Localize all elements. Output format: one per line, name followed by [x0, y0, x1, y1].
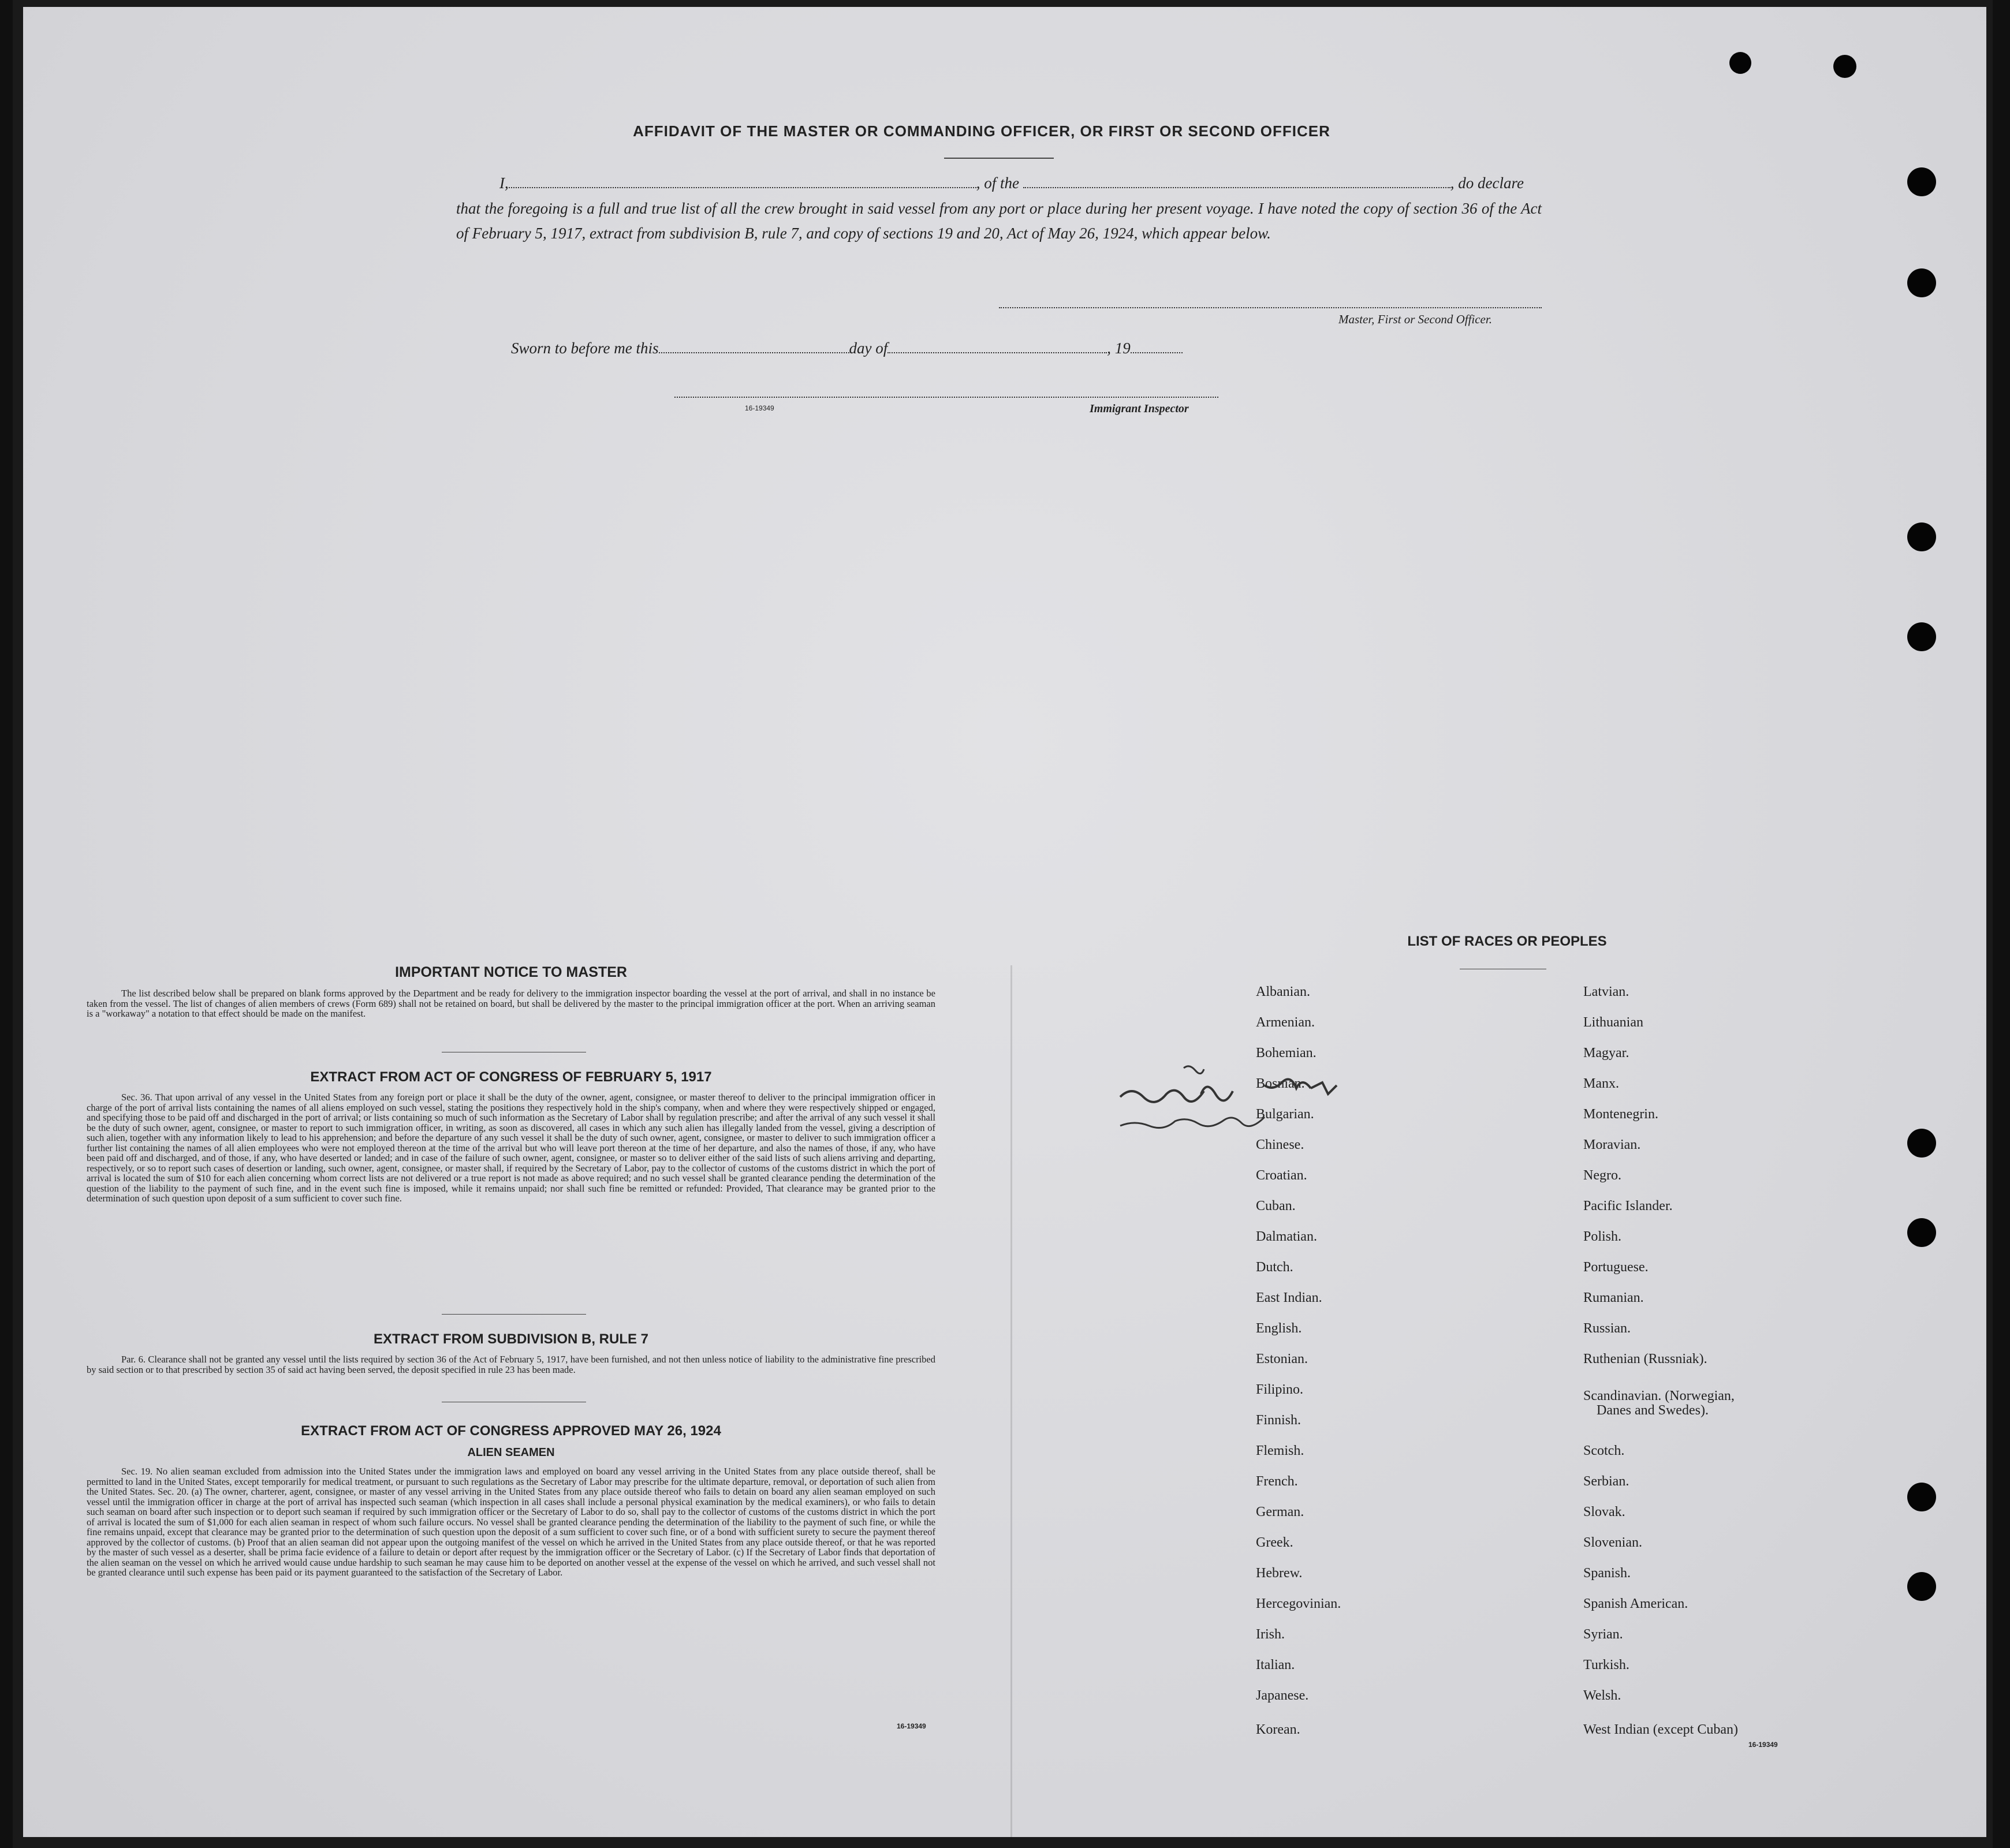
race-item: Syrian.	[1583, 1627, 1623, 1642]
extract1-body: Sec. 36. That upon arrival of any vessel in the United States from any foreign port or place it shall be the duty of the owner, agent, consignee, or master thereof to deliver to the principal immigration officer in charge of the port of arrival lists containing the names of all aliens employed on such vessel, stating the positions they respectively hold in the ship's company, when and where they were respectively shipped or engaged, and specifying those to be paid off and discharged in the port of arrival; or lists containing so much of such information as the Secretary of Labor shall by regulation prescribe; and after the arrival of any such vessel it shall be the duty of such owner, agent, consignee, or master to report to such immigration officer, in writing, as soon as discovered, all cases in which any such alien has illegally landed from the vessel, giving a description of such alien, together with any information likely to lead to his apprehension; and before the departure of any such vessel it shall be the duty of such owner, agent, consignee, or master to deliver to such immigration officer a further list containing the names of all alien employees who were not employed thereon at the time of the arrival but who will leave port thereon at the time of her departure, and also the names of those, if any, who have been paid off and discharged, and of those, if any, who have deserted or landed; and in case of the failure of such owner, agent, consignee, or master so to deliver either of the said lists of such aliens arriving and departing, respectively, or so to report such cases of desertion or landing, such owner, agent, consignee, or master shall, if required by the Secretary of Labor, pay to the collector of customs of the customs district in which the port of arrival is located the sum of $10 for each alien concerning whom correct lists are not delivered or a true report is not made as above required; and no such vessel shall be granted clearance pending the determination of the question of the liability to the payment of such fine, and in the event such fine is imposed, while it remains unpaid; nor shall such fine be remitted or refunded: Provided, That clearance may be granted prior to the determination of such question upon deposit of a sum sufficient to cover such fine.	[87, 1092, 935, 1204]
race-item: Spanish.	[1583, 1566, 1631, 1581]
race-item: Greek.	[1256, 1535, 1293, 1550]
title-rule	[944, 158, 1054, 159]
punch-hole	[1907, 1129, 1936, 1158]
scan-border-left	[0, 0, 13, 1848]
affidavit-paragraph: that the foregoing is a full and true list of all the crew brought in said vessel from any port or place during her present voyage. I have noted the copy of section 36 of the Act of February 5, 1917, extract from subdivision B, rule 7, and copy of sections 19 and 20, Act of May 26, 1924, which appear below.	[456, 200, 1542, 242]
race-item: Croatian.	[1256, 1168, 1307, 1183]
affidavit-declaration-line	[499, 174, 1524, 192]
punch-hole	[1907, 268, 1936, 297]
race-item: Albanian.	[1256, 984, 1310, 999]
affidavit-of-the-label: , of the	[976, 174, 1019, 192]
race-item: East Indian.	[1256, 1290, 1322, 1305]
punch-hole	[1907, 1572, 1936, 1601]
punch-hole	[1907, 1483, 1936, 1511]
inspector-signature-line[interactable]	[674, 397, 1218, 398]
race-item: Italian.	[1256, 1657, 1295, 1672]
race-item: Hercegovinian.	[1256, 1596, 1341, 1611]
races-title: LIST OF RACES OR PEOPLES	[1407, 934, 1607, 949]
race-item: Serbian.	[1583, 1474, 1629, 1489]
extract3-title: EXTRACT FROM ACT OF CONGRESS APPROVED MAY 26, 1924	[301, 1423, 721, 1439]
scan-border-right	[1993, 0, 2010, 1848]
punch-hole	[1907, 167, 1936, 196]
extract3-body: Sec. 19. No alien seaman excluded from admission into the United States under the immigration laws and employed on board any vessel arriving in the United States from any place outside thereof, shall be permitted to land in the United States, except temporarily for medical treatment, or pursuant to such regulations as the Secretary of Labor may prescribe for the ultimate departure, removal, or deportation of such alien from the United States. Sec. 20. (a) The owner, charterer, agent, consignee, or master of any vessel arriving in the United States from any place outside thereof who fails to detain on board any alien seaman employed on such vessel until the immigration officer in charge at the port of arrival has inspected such seaman (which inspection in all cases shall include a personal physical examination by the medical examiners), or who fails to detain such seaman on board after such inspection or to deport such seaman if required by such immigration officer or the Secretary of Labor to do so, shall pay to the collector of customs of the customs district in which the port of arrival is located the sum of $1,000 for each alien seaman in respect of whom such failure occurs. No vessel shall be granted clearance pending the determination of the liability to the payment of such fine, or while the fine remains unpaid, except that clearance may be granted prior to the determination of such question upon the deposit of a sum sufficient to cover such fine, or of a bond with sufficient surety to secure the payment thereof approved by the collector of customs. (b) Proof that an alien seaman did not appear upon the outgoing manifest of the vessel on which he arrived in the United States from any place outside thereof, or that he was reported by the master of such vessel as a deserter, shall be prima facie evidence of a failure to detain or deport after request by the immigration officer or the Secretary of Labor. (c) If the Secretary of Labor finds that deportation of the alien seaman on the vessel on which he arrived would cause undue hardship to such seaman he may cause him to be deported on another vessel at the expense of the vessel on which he arrived, and such vessel shall not be granted clearance until such expense has been paid or its payment guaranteed to the satisfaction of the Secretary of Labor.	[87, 1466, 935, 1578]
affidavit-title: AFFIDAVIT OF THE MASTER OR COMMANDING OFFICER, OR FIRST OR SECOND OFFICER	[633, 122, 1330, 140]
master-signature-label: Master, First or Second Officer.	[1338, 312, 1492, 326]
sworn-year-field[interactable]	[1131, 352, 1183, 353]
race-item: Welsh.	[1583, 1688, 1621, 1703]
race-item: Armenian.	[1256, 1015, 1315, 1030]
race-item: Bohemian.	[1256, 1046, 1317, 1061]
sworn-month-field[interactable]	[887, 352, 1107, 353]
race-item: Estonian.	[1256, 1352, 1308, 1367]
punch-hole	[1907, 622, 1936, 651]
race-item: Korean.	[1256, 1722, 1300, 1737]
extract3-subtitle: ALIEN SEAMEN	[467, 1446, 555, 1459]
race-item: Finnish.	[1256, 1413, 1302, 1428]
extract2-title: EXTRACT FROM SUBDIVISION B, RULE 7	[373, 1331, 649, 1347]
punch-hole	[1907, 522, 1936, 551]
race-item: West Indian (except Cuban)	[1583, 1722, 1738, 1737]
fold-line	[1010, 965, 1012, 1837]
extract1-rule	[442, 1314, 586, 1315]
notice-body: The list described below shall be prepared on blank forms approved by the Department and be ready for delivery to the immigration inspector boarding the vessel at the port of arrival, and shall in no instance be taken from the vessel. The list of changes of alien members of crews (Form 689) shall not be retained on board, but shall be delivered by the master to the principal immigration officer at the port. When an arriving seaman is a "workaway" a notation to that effect should be made on the manifest.	[87, 988, 935, 1019]
sworn-day-field[interactable]	[659, 352, 849, 353]
notice-form-number: 16-19349	[897, 1722, 926, 1730]
race-item: Flemish.	[1256, 1443, 1304, 1458]
race-item: Dalmatian.	[1256, 1229, 1317, 1244]
race-item: Moravian.	[1583, 1137, 1641, 1152]
race-item: Irish.	[1256, 1627, 1285, 1642]
handwriting-scribble	[1114, 1062, 1403, 1143]
race-item: Scandinavian. (Norwegian,	[1583, 1388, 1735, 1403]
race-item: Latvian.	[1583, 984, 1629, 999]
extract1-title: EXTRACT FROM ACT OF CONGRESS OF FEBRUARY 5, 1917	[310, 1069, 712, 1085]
race-item: Pacific Islander.	[1583, 1199, 1673, 1214]
extract2-body: Par. 6. Clearance shall not be granted any vessel until the lists required by section 36 of the Act of February 5, 1917, have been furnished, and not then unless notice of liability to the administrative fine prescribed by said section or to that prescribed by section 35 of said act having been served, the deposit specified in rule 23 has been made.	[87, 1354, 935, 1375]
race-item: Bulgarian.	[1256, 1107, 1314, 1122]
race-item: Polish.	[1583, 1229, 1622, 1244]
race-item: Russian.	[1583, 1321, 1631, 1336]
race-item: Turkish.	[1583, 1657, 1629, 1672]
punch-hole	[1833, 55, 1856, 78]
race-item: Chinese.	[1256, 1137, 1304, 1152]
name-field[interactable]	[509, 187, 976, 188]
sworn-line	[511, 339, 1183, 357]
affidavit-declare-label: , do declare	[1450, 174, 1524, 192]
race-item: Ruthenian (Russniak).	[1583, 1352, 1707, 1367]
race-item: Scotch.	[1583, 1443, 1625, 1458]
race-item: Magyar.	[1583, 1046, 1629, 1061]
race-item: Japanese.	[1256, 1688, 1309, 1703]
race-item: English.	[1256, 1321, 1302, 1336]
race-item: Manx.	[1583, 1076, 1619, 1091]
race-item: Rumanian.	[1583, 1290, 1644, 1305]
races-form-number: 16-19349	[1748, 1741, 1778, 1749]
race-item: Portuguese.	[1583, 1260, 1649, 1275]
race-item: Cuban.	[1256, 1199, 1296, 1214]
race-item: Spanish American.	[1583, 1596, 1688, 1611]
race-item: Slovak.	[1583, 1504, 1625, 1520]
affidavit-i-label: I,	[499, 174, 509, 192]
race-item: Montenegrin.	[1583, 1107, 1658, 1122]
race-item: French.	[1256, 1474, 1298, 1489]
sworn-day-of: day of	[849, 339, 888, 357]
sworn-prefix: Sworn to before me this	[511, 339, 659, 357]
race-item: Hebrew.	[1256, 1566, 1303, 1581]
vessel-field[interactable]	[1023, 187, 1450, 188]
race-item: Slovenian.	[1583, 1535, 1642, 1550]
master-signature-line[interactable]	[999, 307, 1542, 308]
race-item: Lithuanian	[1583, 1015, 1643, 1030]
punch-hole	[1729, 52, 1751, 74]
race-item: German.	[1256, 1504, 1304, 1520]
punch-hole	[1907, 1218, 1936, 1247]
race-item: Bosnian.	[1256, 1076, 1305, 1091]
notice-title: IMPORTANT NOTICE TO MASTER	[395, 964, 627, 980]
inspector-label: Immigrant Inspector	[1090, 402, 1189, 415]
sworn-year-prefix: , 19	[1107, 339, 1131, 357]
form-number: 16-19349	[745, 404, 774, 412]
race-item: Filipino.	[1256, 1382, 1304, 1397]
race-item-continuation: Danes and Swedes).	[1597, 1403, 1709, 1418]
race-item: Dutch.	[1256, 1260, 1293, 1275]
race-item: Negro.	[1583, 1168, 1621, 1183]
